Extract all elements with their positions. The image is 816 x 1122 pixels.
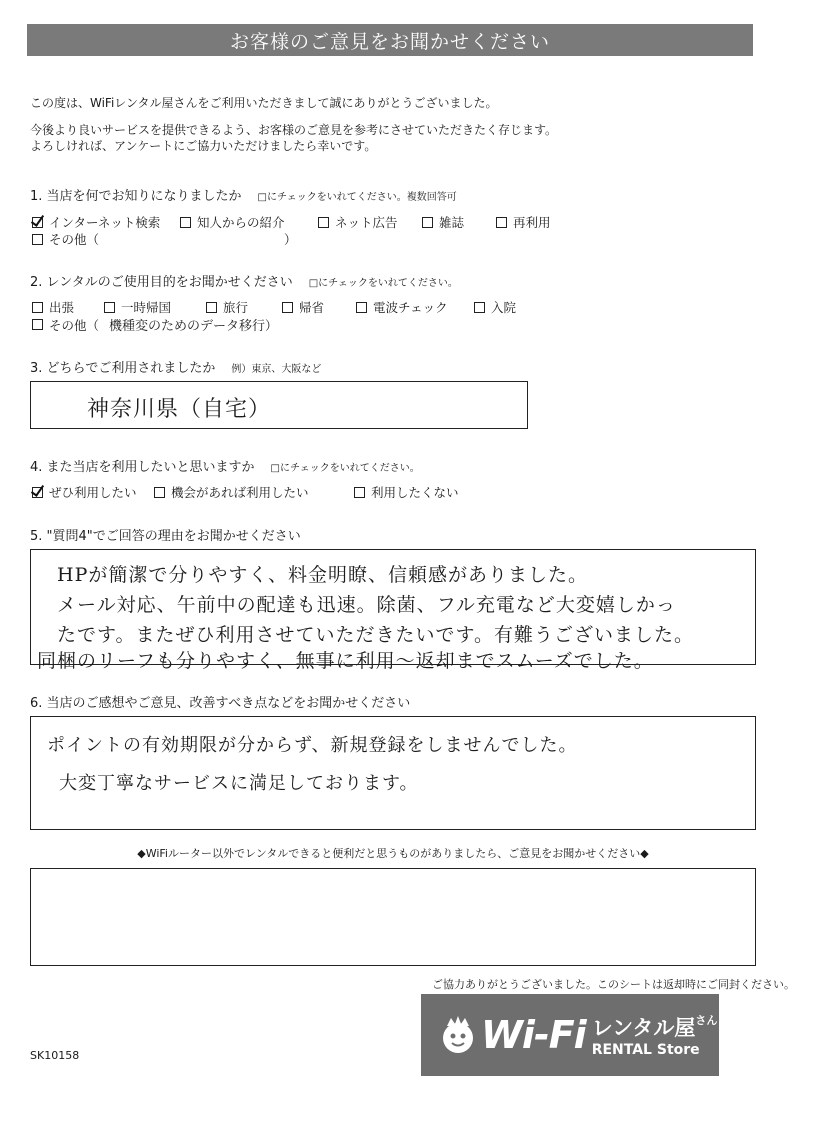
q4-option-definitely[interactable] xyxy=(32,483,137,501)
checkbox[interactable] xyxy=(206,302,217,313)
survey-header xyxy=(27,24,753,56)
logo-wifi-text: Wi-Fi xyxy=(481,1013,586,1057)
q5-handwritten-line-2: メール対応、午前中の配達も迅速。除菌、フル充電など大変嬉しかっ xyxy=(57,594,676,616)
question-2-label: 2. レンタルのご使用目的をお聞かせください xyxy=(30,275,293,290)
option-label: 利用したくない xyxy=(371,485,459,500)
intro-line-1: この度は、WiFiレンタル屋さんをご利用いただきまして誠にありがとうございました。 xyxy=(30,96,498,110)
q1-option-magazine[interactable] xyxy=(422,213,464,231)
question-7-label: ◆WiFiルーター以外でレンタルできると便利だと思うものがありましたら、ご意見をお聞かせください◆ xyxy=(137,847,649,860)
logo-san: さん xyxy=(695,1014,718,1027)
option-label: その他（ xyxy=(49,232,100,247)
q6-answer-box[interactable] xyxy=(30,716,756,830)
q1-other-close: ） xyxy=(284,232,297,247)
option-label: 再利用 xyxy=(513,215,551,230)
q3-answer-box[interactable] xyxy=(30,381,528,429)
q5-answer-box[interactable] xyxy=(30,549,756,672)
checkbox-checked[interactable] xyxy=(32,217,43,228)
logo-text-block xyxy=(592,1012,718,1058)
mascot-icon xyxy=(437,1014,479,1056)
thanks-note: ご協力ありがとうございました。このシートは返却時にご同封ください。 xyxy=(432,978,795,991)
question-1 xyxy=(30,185,457,204)
checkbox[interactable] xyxy=(282,302,293,313)
question-4-label: 4. また当店を利用したいと思いますか xyxy=(30,460,255,475)
q2-option-homecoming[interactable] xyxy=(282,298,324,316)
checkbox[interactable] xyxy=(32,234,43,245)
option-label: ぜひ利用したい xyxy=(49,485,137,500)
option-label: 旅行 xyxy=(223,300,249,315)
checkbox[interactable] xyxy=(180,217,191,228)
question-3 xyxy=(30,357,321,376)
question-5 xyxy=(30,525,301,544)
q2-option-hospital[interactable] xyxy=(474,298,516,316)
option-label: 入院 xyxy=(491,300,517,315)
checkbox[interactable] xyxy=(32,319,43,330)
logo-en-text: RENTAL Store xyxy=(591,1042,700,1058)
q2-other-handwritten: 機種変のためのデータ移行 xyxy=(109,319,266,334)
intro-line-3: よろしければ、アンケートにご協力いただけましたら幸いです。 xyxy=(30,139,377,153)
question-1-note: □にチェックをいれてください。複数回答可 xyxy=(257,192,457,203)
question-3-note: 例）東京、大阪など xyxy=(231,364,322,375)
logo-jp-line xyxy=(592,1012,718,1042)
option-label: ネット広告 xyxy=(335,215,398,230)
checkbox[interactable] xyxy=(32,302,43,313)
question-5-label: 5. "質問4"でご回答の理由をお聞かせください xyxy=(30,529,301,544)
checkbox[interactable] xyxy=(356,302,367,313)
checkbox[interactable] xyxy=(354,487,365,498)
q7-answer-box[interactable] xyxy=(30,868,756,966)
option-label: 雑誌 xyxy=(439,215,465,230)
question-6 xyxy=(30,692,410,711)
q1-option-reuse[interactable] xyxy=(496,213,551,231)
q4-option-no[interactable] xyxy=(354,483,459,501)
q6-handwritten-line-2: 大変丁寧なサービスに満足しております。 xyxy=(59,773,419,794)
option-label: その他（ xyxy=(49,317,100,333)
option-label: 電波チェック xyxy=(373,300,448,315)
question-2 xyxy=(30,271,458,290)
question-2-note: □にチェックをいれてください。 xyxy=(308,278,458,289)
question-6-label: 6. 当店のご感想やご意見、改善すべき点などをお聞かせください xyxy=(30,696,411,711)
q1-option-net-ad[interactable] xyxy=(318,213,398,231)
brand-logo xyxy=(421,994,719,1076)
q1-option-internet[interactable] xyxy=(32,213,160,231)
q5-handwritten-line-4: 同梱のリーフも分りやすく、無事に利用～返却までスムーズでした。 xyxy=(37,650,654,672)
q2-option-business-trip[interactable] xyxy=(32,298,74,316)
logo-jp-text: レンタル屋 xyxy=(591,1016,696,1040)
checkbox[interactable] xyxy=(474,302,485,313)
checkbox[interactable] xyxy=(422,217,433,228)
question-3-label: 3. どちらでご利用されましたか xyxy=(30,361,216,376)
intro-line-2: 今後より良いサービスを提供できるよう、お客様のご意見を参考にさせていただきたく存じます。 xyxy=(30,123,558,137)
checkbox[interactable] xyxy=(104,302,115,313)
question-1-label: 1. 当店を何でお知りになりましたか xyxy=(30,189,242,204)
option-label: 帰省 xyxy=(299,300,325,315)
question-7 xyxy=(30,845,756,861)
option-label: 一時帰国 xyxy=(121,300,172,315)
option-label: 出張 xyxy=(49,300,75,315)
checkbox[interactable] xyxy=(154,487,165,498)
q5-handwritten-line-1: HPが簡潔で分りやすく、料金明瞭、信頼感がありました。 xyxy=(57,564,588,586)
q4-option-if-chance[interactable] xyxy=(154,483,309,501)
page-title: お客様のご意見をお聞かせください xyxy=(229,30,550,53)
sheet-code: SK10158 xyxy=(30,1049,80,1062)
q2-option-signal-check[interactable] xyxy=(356,298,448,316)
question-4-note: □にチェックをいれてください。 xyxy=(270,463,420,474)
option-label: 知人からの紹介 xyxy=(197,215,285,230)
question-4 xyxy=(30,456,420,475)
option-label: 機会があれば利用したい xyxy=(171,485,309,500)
checkbox-checked[interactable] xyxy=(32,487,43,498)
q1-option-other[interactable] xyxy=(32,230,99,248)
q2-other-close: ） xyxy=(265,317,278,333)
checkbox[interactable] xyxy=(496,217,507,228)
option-label: インターネット検索 xyxy=(49,215,161,230)
q1-option-referral[interactable] xyxy=(180,213,285,231)
q6-handwritten-line-1: ポイントの有効期限が分からず、新規登録をしませんでした。 xyxy=(47,735,578,756)
q5-handwritten-line-3: たです。またぜひ利用させていただきたいです。有難うございました。 xyxy=(57,624,694,646)
checkbox[interactable] xyxy=(318,217,329,228)
q2-option-temp-return[interactable] xyxy=(104,298,171,316)
q3-handwritten-answer: 神奈川県（自宅） xyxy=(87,397,272,422)
q2-option-other[interactable] xyxy=(32,315,278,334)
q2-option-travel[interactable] xyxy=(206,298,248,316)
